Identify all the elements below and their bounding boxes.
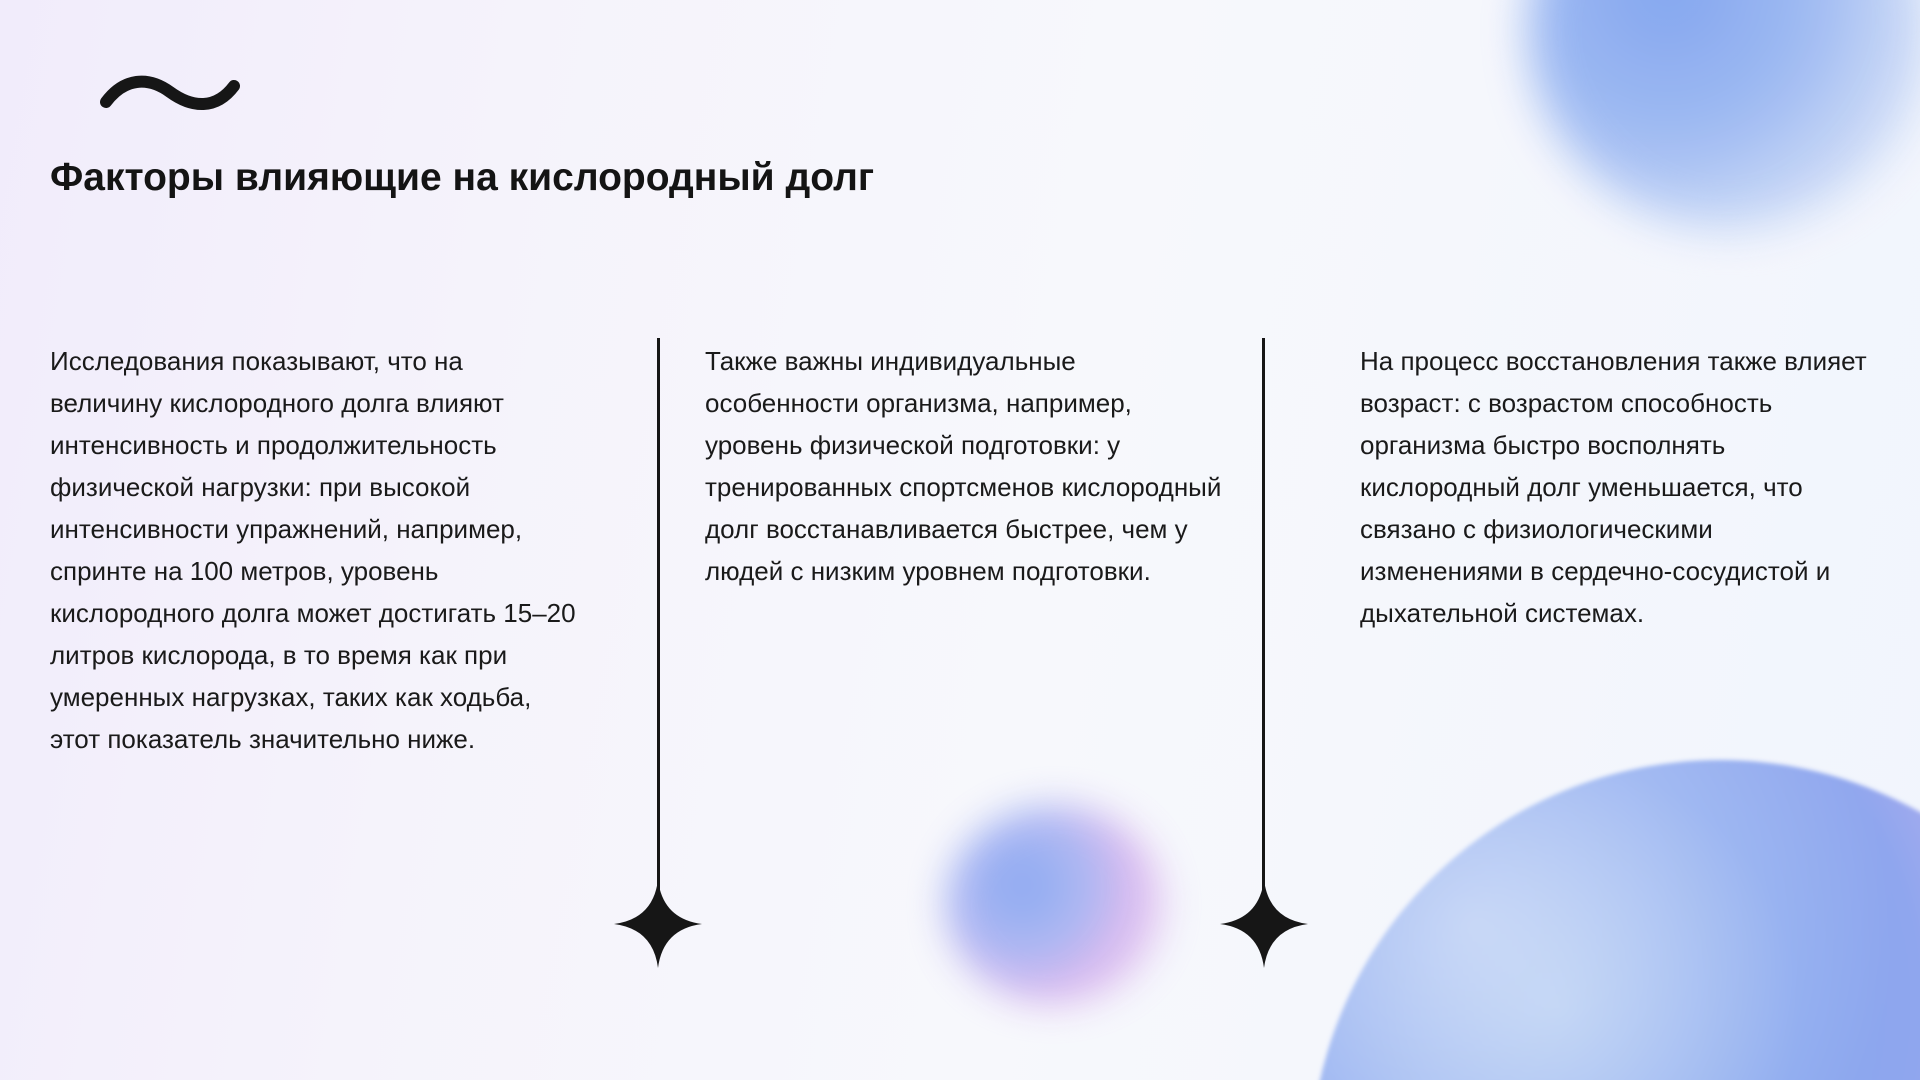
decorative-blob-top-right [1528, 0, 1920, 230]
column-text-3: На процесс восстановления также влияет возраст: с возрастом способность организма быстро восполнять кислородный долг уменьшается, что связано с физиологическими изменениями в сердечно-сосудистой и дыхательной системах. [1360, 346, 1867, 628]
four-point-star-icon [614, 880, 702, 968]
page-title: Факторы влияющие на кислородный долг [50, 156, 875, 199]
decorative-blob-bottom-right [1310, 760, 1920, 1080]
column-text-1: Исследования показывают, что на величину кислородного долга влияют интенсивность и продолжительность физической нагрузки: при высокой интенсивности упражнений, например, спринте на 100 метров, уровень кислородного долга может достигать 15–20 литров кислорода, в то время как при умеренных нагрузках, таких как ходьба, этот показатель значительно ниже. [50, 346, 576, 754]
column-text-2: Также важны индивидуальные особенности организма, например, уровень физической подготовки: у тренированных спортсменов кислородный долг восстанавливается быстрее, чем у людей с низким уровнем подготовки. [705, 346, 1222, 586]
vertical-divider-1 [657, 338, 660, 920]
wave-tilde-icon [98, 72, 242, 116]
four-point-star-icon [1220, 880, 1308, 968]
vertical-divider-2 [1262, 338, 1265, 920]
decorative-blob-center [945, 805, 1165, 1005]
